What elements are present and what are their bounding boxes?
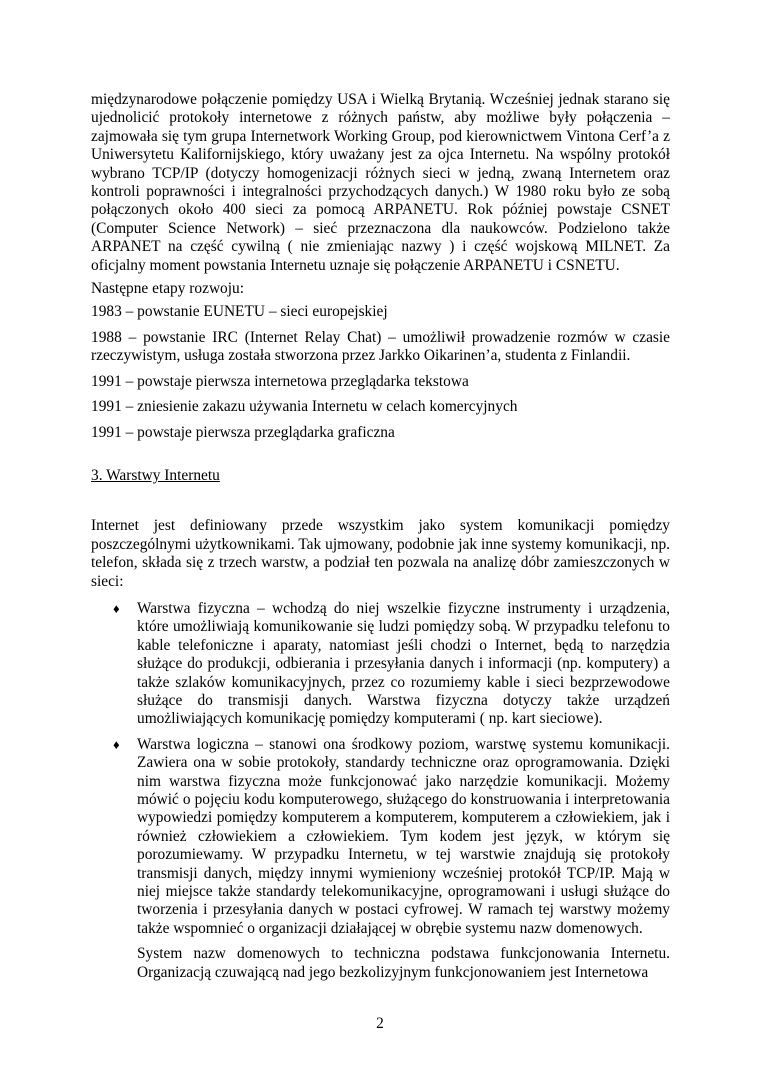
timeline-item: 1983 – powstanie EUNETU – sieci europejskiej: [91, 303, 388, 321]
page-number: 2: [376, 1015, 384, 1032]
timeline-item: 1991 – zniesienie zakazu używania Internetu w celach komercyjnych: [91, 398, 518, 416]
section-lead-paragraph: Internet jest definiowany przede wszystkim jako system komunikacji pomiędzy poszczególnymi użytkownikami. Tak ujmowany, podobnie jak inne systemy komunikacji, np. telefon, składa się z trzech warstw, a podział ten pozwala na analizę dóbr zamieszczonych w sieci:: [91, 517, 670, 590]
diamond-bullet-icon: ♦: [113, 736, 120, 752]
stages-label: Następne etapy rozwoju:: [91, 280, 244, 298]
continuation-paragraph: System nazw domenowych to techniczna podstawa funkcjonowania Internetu. Organizacją czuwającą nad jego bezkolizyjnym funkcjonowaniem jest Internetowa: [137, 945, 670, 981]
list-item: [91, 600, 670, 729]
intro-paragraph: międzynarodowe połączenie pomiędzy USA i Wielką Brytanią. Wcześniej jednak starano się ujednolicić protokoły internetowe z różnych państw, aby możliwe były połączenia – zajmowała się tym grupa Internetwork Working Group, pod kierownictwem Vintona Cerf’a z Uniwersytetu Kalifornijskiego, który uważany jest za ojca Internetu. Na wspólny protokół wybrano TCP/IP (dotyczy homogenizacji różnych sieci w jedną, zwaną Internetem oraz kontroli poprawności i integralności przychodzących danych.) W 1980 roku było ze sobą połączonych około 400 sieci za pomocą ARPANETU. Rok później powstaje CSNET (Computer Science Network) – sieć przeznaczona dla naukowców. Podzielono także ARPANET na część cywilną ( nie zmieniając nazwy ) i część wojskową MILNET. Za oficjalny moment powstania Internetu uznaje się połączenie ARPANETU i CSNETU.: [91, 91, 670, 274]
section-heading: 3. Warstwy Internetu: [91, 466, 220, 484]
list-item: [91, 736, 670, 938]
timeline-item: 1991 – powstaje pierwsza internetowa przeglądarka tekstowa: [91, 372, 469, 390]
page-content: [91, 91, 670, 982]
timeline-list: [91, 303, 670, 441]
bullet-text: Warstwa logiczna – stanowi ona środkowy poziom, warstwę systemu komunikacji. Zawiera ona w sobie protokoły, standardy techniczne oraz oprogramowania. Dzięki nim warstwa fizyczna może funkcjonować jako narzędzie komunikacji. Możemy mówić o pojęciu kodu komputerowego, służącego do konstruowania i interpretowania wypowiedzi pomiędzy komputerem a komputerem, komputerem a człowiekiem, jak i również człowiekiem a człowiekiem. Tym kodem jest język, w którym się porozumiewamy. W przypadku Internetu, w tej warstwie znajdują się protokoły transmisji danych, między innymi wymieniony wcześniej protokół TCP/IP. Mają w niej miejsce także standardy telekomunikacyjne, oprogramowani i usługi służące do tworzenia i przesyłania danych w postaci cyfrowej. W ramach tej warstwy możemy także wspomnieć o organizacji działającej w obrębie systemu nazw domenowych.: [137, 735, 670, 937]
bullet-text: Warstwa fizyczna – wchodzą do niej wszelkie fizyczne instrumenty i urządzenia, które umożliwiają komunikowanie się ludzi pomiędzy sobą. W przypadku telefonu to kable telefoniczne i aparaty, natomiast jeśli chodzi o Internet, będą to narzędzia służące do produkcji, odbierania i przesyłania danych i informacji (np. komputery) a także szlaków komunikacyjnych, przez co rozumiemy kable i sieci bezprzewodowe służące do transmisji danych. Warstwa fizyczna dotyczy także urządzeń umożliwiających komunikację pomiędzy komputerami ( np. kart sieciowe).: [137, 599, 670, 728]
timeline-item: 1991 – powstaje pierwsza przeglądarka graficzna: [91, 423, 395, 441]
timeline-item: 1988 – powstanie IRC (Internet Relay Chat) – umożliwił prowadzenie rozmów w czasie rzeczywistym, usługa została stworzona przez Jarkko Oikarinen’a, studenta z Finlandii.: [91, 328, 670, 365]
layers-list: [91, 600, 670, 938]
diamond-bullet-icon: ♦: [113, 600, 120, 616]
